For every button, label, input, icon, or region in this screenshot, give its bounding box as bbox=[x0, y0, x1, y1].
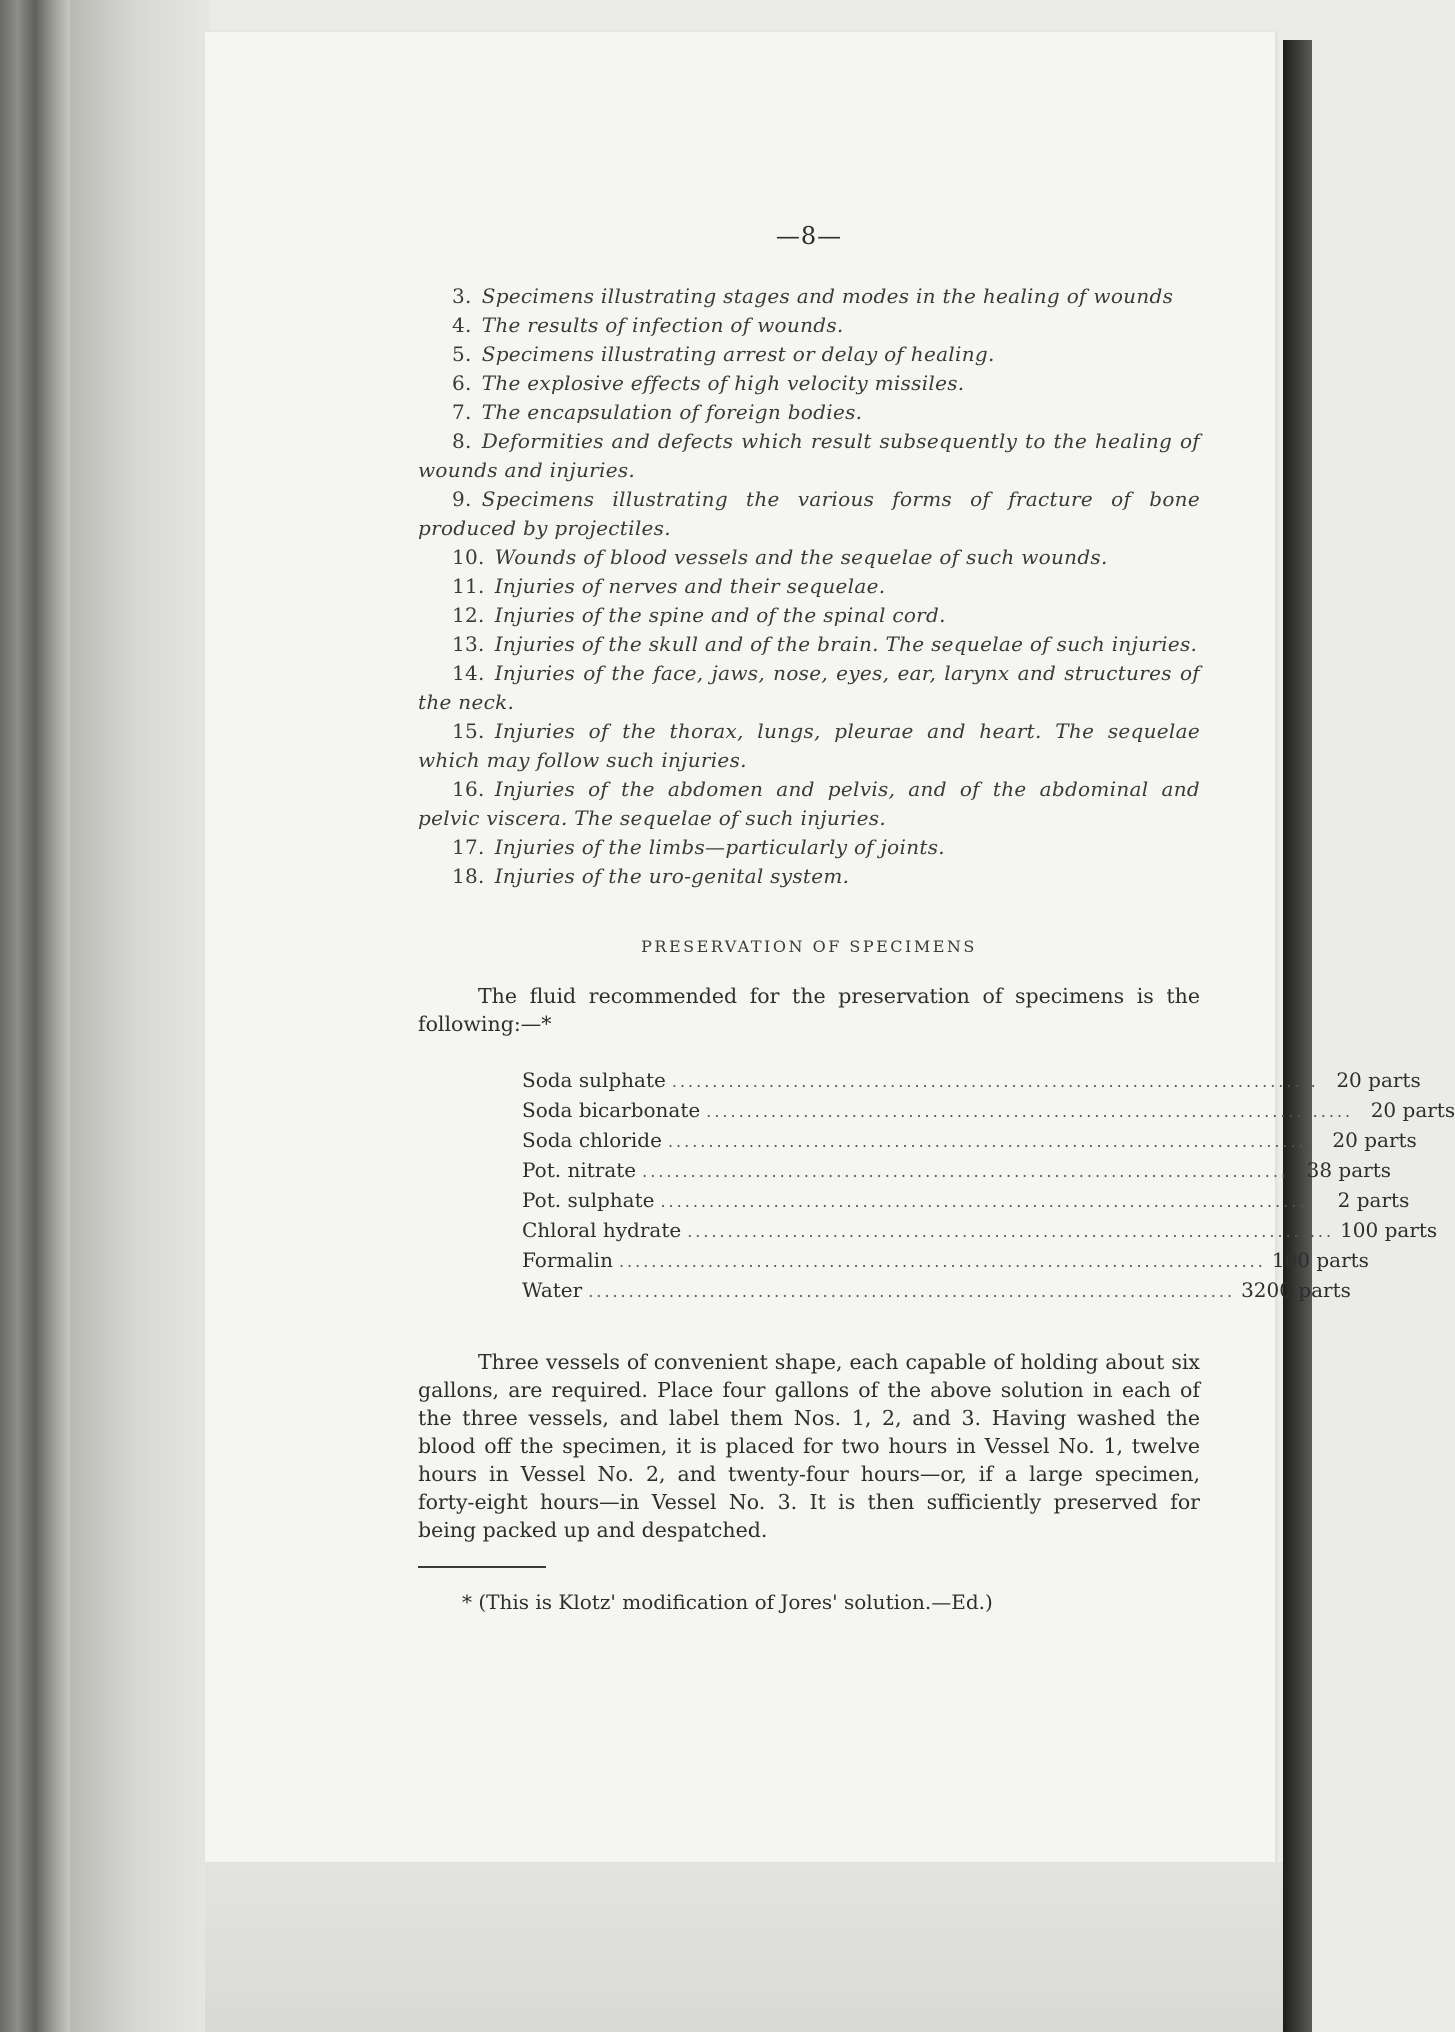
leader-dots: ................................................................................ bbox=[642, 1162, 1289, 1181]
ingredient-amount: 3200 parts bbox=[1241, 1278, 1351, 1302]
leader-dots: ................................................................................ bbox=[667, 1132, 1315, 1151]
list-item-text: The encapsulation of foreign bodies. bbox=[481, 400, 863, 424]
gutter-shadow bbox=[70, 0, 210, 2032]
ingredient-amount: 20 parts bbox=[1370, 1098, 1455, 1122]
list-item-number: 6. bbox=[452, 371, 472, 395]
leader-dots: ................................................................................ bbox=[660, 1192, 1308, 1211]
book-binding bbox=[0, 0, 70, 2032]
leader-dots: ................................................................................ bbox=[618, 1252, 1266, 1271]
list-item-number: 11. bbox=[452, 574, 485, 598]
ingredient-name: Soda chloride bbox=[522, 1128, 662, 1152]
ingredient-name: Pot. nitrate bbox=[522, 1158, 637, 1182]
recipe-row bbox=[522, 1276, 1351, 1306]
list-item-text: Injuries of the abdomen and pelvis, and of the abdominal and pelvic viscera. The sequelae of such injuries. bbox=[418, 777, 1200, 830]
list-item bbox=[418, 543, 1200, 572]
page-content bbox=[418, 222, 1455, 1616]
list-item bbox=[418, 659, 1200, 717]
list-item-text: Injuries of the uro-genital system. bbox=[494, 864, 850, 888]
ingredient-name: Soda sulphate bbox=[522, 1068, 666, 1092]
ingredient-amount: 100 parts bbox=[1271, 1248, 1369, 1272]
list-item bbox=[418, 630, 1200, 659]
list-item-text: Injuries of the face, jaws, nose, eyes, ear, larynx and structures of the neck. bbox=[418, 661, 1200, 714]
list-item-text: Injuries of the skull and of the brain. The sequelae of such injuries. bbox=[494, 632, 1198, 656]
ingredient-name: Chloral hydrate bbox=[522, 1218, 682, 1242]
list-item bbox=[418, 717, 1200, 775]
list-item-number: 5. bbox=[452, 342, 472, 366]
recipe-row bbox=[522, 1156, 1391, 1186]
list-item-number: 13. bbox=[452, 632, 485, 656]
list-item-number: 8. bbox=[452, 429, 472, 453]
list-item-text: The results of infection of wounds. bbox=[481, 313, 844, 337]
recipe-row bbox=[522, 1126, 1417, 1156]
list-item bbox=[418, 311, 1200, 340]
preservation-recipe bbox=[522, 1066, 1455, 1306]
list-item-number: 12. bbox=[452, 603, 485, 627]
page-bottom-margin bbox=[205, 1862, 1283, 2032]
leader-dots: ................................................................................ bbox=[671, 1072, 1319, 1091]
list-item-number: 14. bbox=[452, 661, 485, 685]
list-item bbox=[418, 398, 1200, 427]
leader-dots: ................................................................................ bbox=[588, 1282, 1236, 1301]
ingredient-amount: 20 parts bbox=[1332, 1128, 1417, 1152]
list-item bbox=[418, 775, 1200, 833]
list-item-number: 16. bbox=[452, 777, 485, 801]
ingredient-name: Pot. sulphate bbox=[522, 1188, 655, 1212]
list-item bbox=[418, 572, 1200, 601]
list-item bbox=[418, 340, 1200, 369]
list-item-number: 15. bbox=[452, 719, 485, 743]
list-item-number: 3. bbox=[452, 284, 472, 308]
specimen-list bbox=[418, 282, 1200, 891]
list-item-text: Injuries of the limbs—particularly of joints. bbox=[494, 835, 945, 859]
list-item bbox=[418, 369, 1200, 398]
list-item-number: 9. bbox=[452, 487, 472, 511]
list-item-text: Injuries of the thorax, lungs, pleurae and heart. The sequelae which may follow such injuries. bbox=[418, 719, 1200, 772]
recipe-row bbox=[522, 1246, 1369, 1276]
list-item-text: Injuries of nerves and their sequelae. bbox=[494, 574, 886, 598]
footnote-rule bbox=[418, 1566, 546, 1568]
ingredient-amount: 20 parts bbox=[1336, 1068, 1421, 1092]
ingredient-amount: 2 parts bbox=[1337, 1188, 1410, 1212]
list-item bbox=[418, 282, 1200, 311]
page-number: —8— bbox=[775, 222, 843, 250]
recipe-row bbox=[522, 1186, 1410, 1216]
leader-dots: ................................................................................ bbox=[687, 1222, 1335, 1241]
list-item-text: Specimens illustrating stages and modes in the healing of wounds bbox=[481, 284, 1174, 308]
list-item-number: 4. bbox=[452, 313, 472, 337]
recipe-row bbox=[522, 1096, 1455, 1126]
facing-page-edge bbox=[1283, 40, 1312, 2032]
ingredient-amount: 38 parts bbox=[1306, 1158, 1391, 1182]
list-item bbox=[418, 833, 1200, 862]
ingredient-name: Water bbox=[522, 1278, 583, 1302]
list-item-text: Deformities and defects which result subsequently to the healing of wounds and injuries. bbox=[418, 429, 1200, 482]
list-item bbox=[418, 601, 1200, 630]
ingredient-amount: 100 parts bbox=[1340, 1218, 1438, 1242]
list-item bbox=[418, 485, 1200, 543]
list-item-text: Injuries of the spine and of the spinal cord. bbox=[494, 603, 946, 627]
list-item-number: 18. bbox=[452, 864, 485, 888]
list-item-number: 17. bbox=[452, 835, 485, 859]
intro-paragraph: The fluid recommended for the preservation of specimens is the following:—* bbox=[418, 984, 1200, 1036]
list-item-text: Specimens illustrating arrest or delay of healing. bbox=[481, 342, 995, 366]
recipe-row bbox=[522, 1066, 1421, 1096]
list-item-text: Wounds of blood vessels and the sequelae of such wounds. bbox=[494, 545, 1108, 569]
list-item-text: The explosive effects of high velocity missiles. bbox=[481, 371, 965, 395]
list-item-number: 10. bbox=[452, 545, 485, 569]
list-item-text: Specimens illustrating the various forms of fracture of bone produced by projectiles. bbox=[418, 487, 1200, 540]
ingredient-name: Soda bicarbonate bbox=[522, 1098, 701, 1122]
section-heading: PRESERVATION OF SPECIMENS bbox=[641, 937, 977, 956]
footnote: * (This is Klotz' modification of Jores' solution.—Ed.) bbox=[462, 1590, 993, 1614]
instructions-paragraph: Three vessels of convenient shape, each capable of holding about six gallons, are required. Place four gallons of the above solution in each of the three vessels, and label them Nos. 1, 2, and 3. Having washed the blood off the specimen, it is placed for two hours in Vessel No. 1, twelve hours in Vessel No. 2, and twenty-four hours—or, if a large specimen, forty-eight hours—in Vessel No. 3. It is then sufficiently preserved for being packed up and despatched. bbox=[418, 1350, 1200, 1542]
ingredient-name: Formalin bbox=[522, 1248, 613, 1272]
recipe-row bbox=[522, 1216, 1438, 1246]
list-item-number: 7. bbox=[452, 400, 472, 424]
list-item bbox=[418, 862, 1200, 891]
list-item bbox=[418, 427, 1200, 485]
leader-dots: ................................................................................ bbox=[706, 1102, 1354, 1121]
